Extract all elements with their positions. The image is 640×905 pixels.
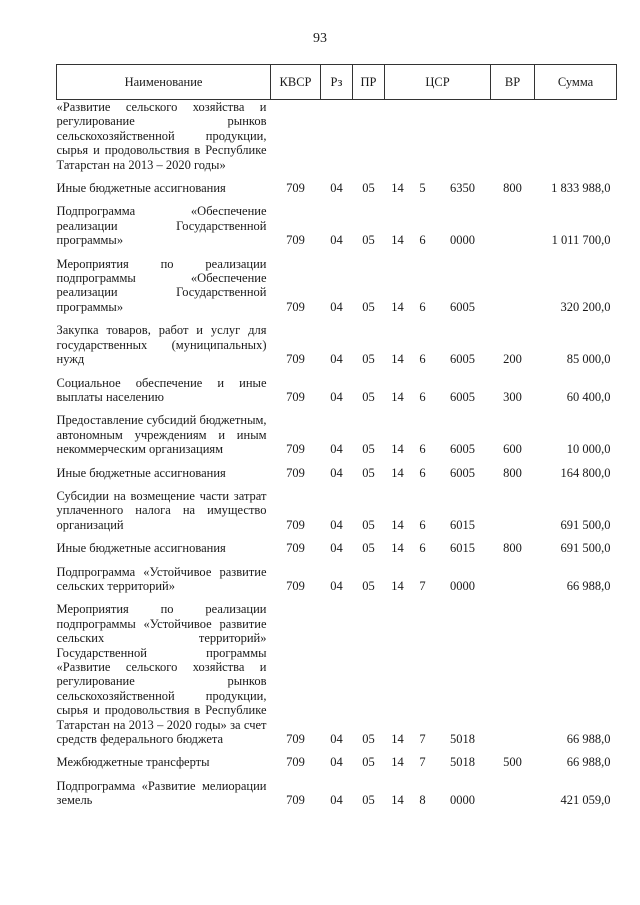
row-sum: 320 200,0 bbox=[560, 299, 611, 314]
row-vr bbox=[491, 561, 535, 599]
table-row bbox=[57, 253, 617, 320]
row-pr: 05 bbox=[362, 352, 375, 367]
row-kvsr: 709 bbox=[286, 352, 305, 367]
row-kvsr: 709 bbox=[286, 181, 305, 196]
table-row bbox=[57, 319, 617, 371]
row-kvsr: 709 bbox=[286, 541, 305, 556]
row-csr-subprogram bbox=[411, 100, 435, 178]
row-rz: 04 bbox=[330, 793, 343, 808]
row-kvsr: 709 bbox=[286, 442, 305, 457]
row-name: «Развитие сельского хозяйства и регулирование рынков сельскохозяйственной продукции, сырья и продовольствия в Республике Татарстан на 2013 – 2020 годы» bbox=[56, 100, 267, 172]
row-csr-subprogram: 7 bbox=[419, 732, 426, 747]
row-csr-program: 14 bbox=[391, 517, 404, 532]
row-csr-subprogram: 5 bbox=[419, 181, 426, 196]
row-pr: 05 bbox=[362, 442, 375, 457]
row-kvsr: 709 bbox=[286, 299, 305, 314]
table-row bbox=[57, 537, 617, 560]
table-row bbox=[57, 100, 617, 178]
row-name: Иные бюджетные ассигнования bbox=[56, 541, 226, 556]
row-csr-subprogram: 6 bbox=[419, 442, 426, 457]
table-row bbox=[57, 372, 617, 410]
row-kvsr: 709 bbox=[286, 517, 305, 532]
row-name: Подпрограмма «Обеспечение реализации Государственной программы» bbox=[56, 204, 267, 248]
table-row bbox=[57, 462, 617, 485]
page-number: 93 bbox=[313, 31, 327, 46]
header-kvsr: КВСР bbox=[271, 65, 321, 100]
row-rz: 04 bbox=[330, 578, 343, 593]
row-vr: 300 bbox=[503, 389, 522, 404]
header-rz: Рз bbox=[321, 65, 353, 100]
row-kvsr: 709 bbox=[286, 755, 305, 770]
row-pr: 05 bbox=[362, 732, 375, 747]
row-csr-subprogram: 7 bbox=[419, 755, 426, 770]
header-vr: ВР bbox=[491, 65, 535, 100]
row-name: Подпрограмма «Устойчивое развитие сельских территорий» bbox=[56, 564, 267, 593]
row-rz: 04 bbox=[330, 541, 343, 556]
row-vr bbox=[491, 100, 535, 178]
row-name: Мероприятия по реализации подпрограммы «Обеспечение реализации Государственной программы» bbox=[56, 256, 267, 314]
row-rz: 04 bbox=[330, 352, 343, 367]
row-rz: 04 bbox=[330, 755, 343, 770]
row-csr-subprogram: 6 bbox=[419, 352, 426, 367]
row-csr-direction: 6005 bbox=[450, 465, 475, 480]
row-sum: 10 000,0 bbox=[566, 442, 611, 457]
row-sum: 691 500,0 bbox=[560, 541, 611, 556]
row-rz: 04 bbox=[330, 465, 343, 480]
row-vr bbox=[491, 598, 535, 751]
row-sum: 66 988,0 bbox=[566, 732, 611, 747]
row-sum: 1 833 988,0 bbox=[551, 181, 611, 196]
row-vr: 200 bbox=[503, 352, 522, 367]
row-csr-direction bbox=[435, 100, 491, 178]
row-csr-program: 14 bbox=[391, 352, 404, 367]
row-vr: 600 bbox=[503, 442, 522, 457]
row-vr: 800 bbox=[503, 181, 522, 196]
row-csr-program: 14 bbox=[391, 755, 404, 770]
row-csr-subprogram: 6 bbox=[419, 233, 426, 248]
row-csr-direction: 6005 bbox=[450, 389, 475, 404]
row-rz: 04 bbox=[330, 233, 343, 248]
row-vr: 500 bbox=[503, 755, 522, 770]
row-pr: 05 bbox=[362, 755, 375, 770]
row-sum: 421 059,0 bbox=[560, 793, 611, 808]
row-csr-program: 14 bbox=[391, 465, 404, 480]
row-pr: 05 bbox=[362, 517, 375, 532]
budget-table bbox=[56, 64, 617, 813]
row-vr: 800 bbox=[503, 541, 522, 556]
row-csr-direction: 6005 bbox=[450, 442, 475, 457]
table-row bbox=[57, 598, 617, 751]
row-csr-subprogram: 6 bbox=[419, 541, 426, 556]
row-sum: 691 500,0 bbox=[560, 517, 611, 532]
row-csr-subprogram: 6 bbox=[419, 299, 426, 314]
table-header-row bbox=[57, 65, 617, 100]
row-sum: 164 800,0 bbox=[560, 465, 611, 480]
row-name: Иные бюджетные ассигнования bbox=[56, 465, 226, 480]
row-csr-direction: 0000 bbox=[450, 233, 475, 248]
table-row bbox=[57, 177, 617, 200]
table-row bbox=[57, 409, 617, 461]
row-csr-direction: 6005 bbox=[450, 352, 475, 367]
row-kvsr bbox=[271, 100, 321, 178]
row-pr: 05 bbox=[362, 793, 375, 808]
row-kvsr: 709 bbox=[286, 732, 305, 747]
row-sum: 85 000,0 bbox=[566, 352, 611, 367]
row-sum: 66 988,0 bbox=[566, 578, 611, 593]
row-sum: 66 988,0 bbox=[566, 755, 611, 770]
row-csr-direction: 5018 bbox=[450, 732, 475, 747]
row-csr-program: 14 bbox=[391, 389, 404, 404]
row-csr-direction: 5018 bbox=[450, 755, 475, 770]
row-pr: 05 bbox=[362, 465, 375, 480]
row-pr bbox=[353, 100, 385, 178]
row-csr-subprogram: 6 bbox=[419, 465, 426, 480]
row-csr-direction: 6350 bbox=[450, 181, 475, 196]
row-csr-subprogram: 8 bbox=[419, 793, 426, 808]
row-sum bbox=[535, 100, 617, 178]
row-pr: 05 bbox=[362, 389, 375, 404]
row-sum: 1 011 700,0 bbox=[551, 233, 611, 248]
row-rz: 04 bbox=[330, 389, 343, 404]
row-sum: 60 400,0 bbox=[566, 389, 611, 404]
row-pr: 05 bbox=[362, 578, 375, 593]
header-csr: ЦСР bbox=[385, 65, 491, 100]
table-row bbox=[57, 200, 617, 252]
row-rz: 04 bbox=[330, 299, 343, 314]
header-sum: Сумма bbox=[535, 65, 617, 100]
row-csr-program: 14 bbox=[391, 442, 404, 457]
row-csr-subprogram: 6 bbox=[419, 517, 426, 532]
header-name: Наименование bbox=[57, 65, 271, 100]
row-name: Социальное обеспечение и иные выплаты населению bbox=[56, 375, 267, 404]
row-name: Подпрограмма «Развитие мелиорации земель bbox=[56, 778, 267, 808]
row-csr-program: 14 bbox=[391, 541, 404, 556]
row-kvsr: 709 bbox=[286, 793, 305, 808]
row-rz: 04 bbox=[330, 442, 343, 457]
row-csr-program: 14 bbox=[391, 578, 404, 593]
row-pr: 05 bbox=[362, 233, 375, 248]
table-body bbox=[57, 100, 617, 813]
row-vr: 800 bbox=[503, 465, 522, 480]
row-name: Предоставление субсидий бюджетным, автономным учреждениям и иным некоммерческим организациям bbox=[56, 413, 267, 457]
header-pr: ПР bbox=[353, 65, 385, 100]
row-csr-program: 14 bbox=[391, 181, 404, 196]
table-row bbox=[57, 485, 617, 537]
row-csr-direction: 6005 bbox=[450, 299, 475, 314]
row-csr-program bbox=[385, 100, 411, 178]
row-name: Иные бюджетные ассигнования bbox=[56, 181, 226, 196]
row-rz bbox=[321, 100, 353, 178]
row-csr-subprogram: 6 bbox=[419, 389, 426, 404]
row-csr-direction: 6015 bbox=[450, 517, 475, 532]
row-name: Мероприятия по реализации подпрограммы «Устойчивое развитие сельских территорий» Государственной программы «Развитие сельского хозяйства и регулирование рынков сельскохозяйственной продукции, сырья и продовольствия в Республике Татарстан на 2013 – 2020 годы» за счет средств федерального бюджета bbox=[56, 602, 267, 747]
row-rz: 04 bbox=[330, 732, 343, 747]
table-row bbox=[57, 775, 617, 813]
row-csr-direction: 6015 bbox=[450, 541, 475, 556]
row-pr: 05 bbox=[362, 299, 375, 314]
row-pr: 05 bbox=[362, 541, 375, 556]
row-pr: 05 bbox=[362, 181, 375, 196]
row-csr-program: 14 bbox=[391, 732, 404, 747]
row-name: Субсидии на возмещение части затрат уплаченного налога на имущество организаций bbox=[56, 488, 267, 532]
row-name: Закупка товаров, работ и услуг для государственных (муниципальных) нужд bbox=[56, 323, 267, 367]
table-row bbox=[57, 561, 617, 599]
table-row bbox=[57, 751, 617, 774]
row-csr-direction: 0000 bbox=[450, 793, 475, 808]
row-rz: 04 bbox=[330, 517, 343, 532]
row-csr-program: 14 bbox=[391, 233, 404, 248]
row-name: Межбюджетные трансферты bbox=[56, 755, 210, 770]
row-kvsr: 709 bbox=[286, 233, 305, 248]
row-kvsr: 709 bbox=[286, 578, 305, 593]
row-kvsr: 709 bbox=[286, 389, 305, 404]
row-csr-program: 14 bbox=[391, 793, 404, 808]
row-csr-subprogram: 7 bbox=[419, 578, 426, 593]
row-rz: 04 bbox=[330, 181, 343, 196]
row-vr bbox=[491, 485, 535, 537]
row-vr bbox=[491, 253, 535, 320]
row-csr-program: 14 bbox=[391, 299, 404, 314]
row-kvsr: 709 bbox=[286, 465, 305, 480]
row-vr bbox=[491, 775, 535, 813]
row-vr bbox=[491, 200, 535, 252]
row-csr-direction: 0000 bbox=[450, 578, 475, 593]
